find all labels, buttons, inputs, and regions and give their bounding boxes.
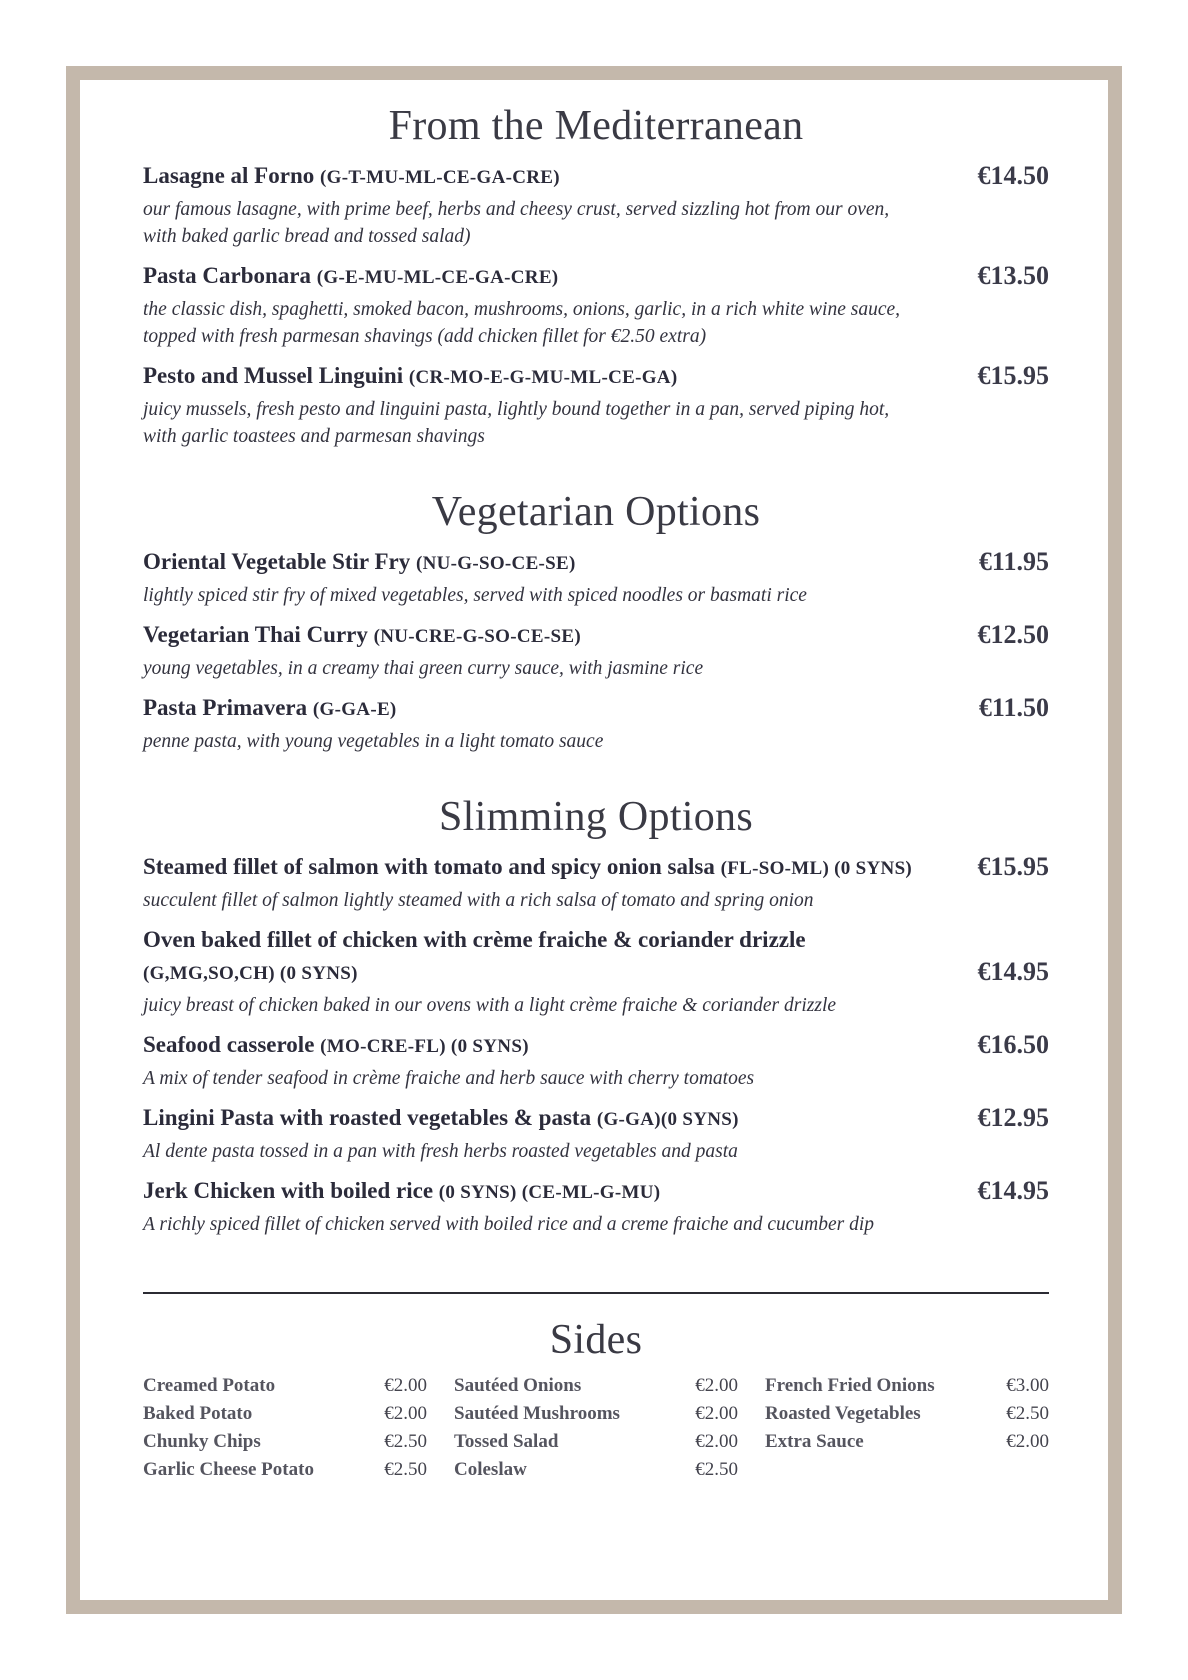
- menu-item: [143, 619, 1049, 682]
- side-price: €2.00: [384, 1403, 427, 1424]
- item-description: young vegetables, in a creamy thai green curry sauce, with jasmine rice: [143, 658, 704, 679]
- item-description: succulent fillet of salmon lightly steamed with a rich salsa of tomato and spring onion: [143, 890, 814, 911]
- section-title: Sides: [549, 1317, 643, 1363]
- section-title: Slimming Options: [438, 794, 754, 840]
- side-name: Sautéed Onions: [454, 1375, 582, 1396]
- menu-item: [143, 1175, 1049, 1238]
- item-price: €16.50: [977, 1030, 1049, 1059]
- item-name: Oriental Vegetable Stir Fry: [143, 549, 411, 574]
- item-allergens: (G-E-MU-ML-CE-GA-CRE): [316, 267, 559, 288]
- item-description: juicy mussels, fresh pesto and linguini pasta, lightly bound together in a pan, served piping hot, with garlic toastees and parmesan shavings: [143, 399, 890, 447]
- side-price: €2.50: [384, 1459, 427, 1480]
- side-name: Baked Potato: [143, 1403, 253, 1424]
- side-name: Garlic Cheese Potato: [143, 1459, 314, 1480]
- item-allergens: (NU-CRE-G-SO-CE-SE): [373, 626, 581, 647]
- section-title: Vegetarian Options: [431, 489, 761, 535]
- item-price: €13.50: [977, 261, 1049, 290]
- sides-column: [143, 1372, 427, 1484]
- item-description: penne pasta, with young vegetables in a light tomato sauce: [143, 731, 604, 752]
- side-item: [454, 1456, 738, 1484]
- item-description: our famous lasagne, with prime beef, herbs and cheesy crust, served sizzling hot from our oven, with baked garlic bread and tossed salad): [143, 199, 890, 247]
- item-allergens: (G,MG,SO,CH) (0 SYNS): [143, 963, 358, 984]
- item-description: Al dente pasta tossed in a pan with fresh herbs roasted vegetables and pasta: [143, 1141, 738, 1162]
- side-name: Coleslaw: [454, 1459, 527, 1480]
- item-name: Pasta Primavera: [143, 695, 308, 720]
- item-name: Vegetarian Thai Curry: [143, 622, 368, 647]
- section-title: From the Mediterranean: [388, 103, 804, 149]
- section-vegetarian: [143, 486, 1049, 755]
- item-allergens: (G-GA-E): [312, 699, 397, 720]
- item-allergens: (0 SYNS) (CE-ML-G-MU): [438, 1182, 661, 1203]
- sides-column: [454, 1372, 738, 1484]
- item-price: €12.95: [977, 1103, 1049, 1132]
- section-sides: [143, 1314, 1049, 1484]
- side-item: [765, 1372, 1049, 1400]
- menu-item: [143, 360, 1049, 450]
- item-allergens: (G-T-MU-ML-CE-GA-CRE): [319, 167, 560, 188]
- item-price: €11.50: [978, 693, 1049, 722]
- menu-item: [143, 851, 1049, 914]
- side-price: €2.50: [1006, 1403, 1049, 1424]
- item-name: Pesto and Mussel Linguini: [143, 363, 404, 388]
- menu-item: [143, 692, 1049, 755]
- item-name: Steamed fillet of salmon with tomato and spicy onion salsa: [143, 854, 715, 879]
- menu-item: [143, 260, 1049, 350]
- item-allergens: (NU-G-SO-CE-SE): [415, 553, 576, 574]
- item-allergens: (FL-SO-ML) (0 SYNS): [720, 858, 913, 879]
- item-name: Lasagne al Forno: [143, 163, 315, 188]
- side-name: Roasted Vegetables: [765, 1403, 921, 1424]
- item-description: lightly spiced stir fry of mixed vegetables, served with spiced noodles or basmati rice: [143, 585, 807, 606]
- item-price: €15.95: [977, 361, 1049, 390]
- side-price: €2.00: [384, 1375, 427, 1396]
- side-price: €3.00: [1006, 1375, 1049, 1396]
- item-name: Seafood casserole: [143, 1032, 315, 1057]
- menu-item: [143, 546, 1049, 609]
- side-item: [143, 1428, 427, 1456]
- item-price: €14.50: [977, 161, 1049, 190]
- side-name: Extra Sauce: [765, 1431, 864, 1452]
- side-name: Creamed Potato: [143, 1375, 276, 1396]
- item-description: the classic dish, spaghetti, smoked bacon, mushrooms, onions, garlic, in a rich white wine sauce, topped with fresh parmesan shavings (add chicken fillet for €2.50 extra): [143, 299, 901, 347]
- side-item: [143, 1456, 427, 1484]
- side-price: €2.00: [1006, 1431, 1049, 1452]
- side-price: €2.00: [695, 1375, 738, 1396]
- side-price: €2.50: [384, 1431, 427, 1452]
- item-allergens: (CR-MO-E-G-MU-ML-CE-GA): [408, 367, 678, 388]
- side-price: €2.50: [695, 1459, 738, 1480]
- section-divider: [143, 1292, 1049, 1294]
- menu-item: [143, 160, 1049, 250]
- item-name: Pasta Carbonara: [143, 263, 312, 288]
- side-item: [454, 1428, 738, 1456]
- menu-item: [143, 1102, 1049, 1165]
- item-name: Oven baked fillet of chicken with crème fraiche & coriander drizzle: [143, 927, 806, 952]
- item-description: juicy breast of chicken baked in our ovens with a light crème fraiche & coriander drizzle: [143, 995, 837, 1016]
- menu-content: [143, 100, 1049, 1484]
- sides-table: [143, 1372, 1049, 1484]
- side-name: French Fried Onions: [765, 1375, 935, 1396]
- item-price: €15.95: [977, 852, 1049, 881]
- item-price: €14.95: [977, 957, 1049, 986]
- item-allergens: (G-GA)(0 SYNS): [596, 1109, 739, 1130]
- side-price: €2.00: [695, 1431, 738, 1452]
- menu-item: [143, 1029, 1049, 1092]
- side-item: [143, 1372, 427, 1400]
- side-item: [143, 1400, 427, 1428]
- side-price: €2.00: [695, 1403, 738, 1424]
- side-item: [454, 1400, 738, 1428]
- item-price: €14.95: [977, 1176, 1049, 1205]
- item-description: A mix of tender seafood in crème fraiche and herb sauce with cherry tomatoes: [143, 1068, 755, 1089]
- item-name: Jerk Chicken with boiled rice: [143, 1178, 434, 1203]
- side-name: Sautéed Mushrooms: [454, 1403, 620, 1424]
- item-allergens: (MO-CRE-FL) (0 SYNS): [320, 1036, 529, 1057]
- item-price: €11.95: [978, 547, 1049, 576]
- menu-item: [143, 924, 1049, 1019]
- side-item: [454, 1372, 738, 1400]
- section-mediterranean: [143, 100, 1049, 450]
- section-slimming: [143, 791, 1049, 1238]
- item-name: Lingini Pasta with roasted vegetables & pasta: [143, 1105, 592, 1130]
- side-item: [765, 1428, 1049, 1456]
- side-name: Tossed Salad: [454, 1431, 559, 1452]
- item-price: €12.50: [977, 620, 1049, 649]
- item-description: A richly spiced fillet of chicken served with boiled rice and a creme fraiche and cucumber dip: [143, 1214, 875, 1235]
- side-name: Chunky Chips: [143, 1431, 261, 1452]
- side-item: [765, 1400, 1049, 1428]
- sides-column: [765, 1372, 1049, 1484]
